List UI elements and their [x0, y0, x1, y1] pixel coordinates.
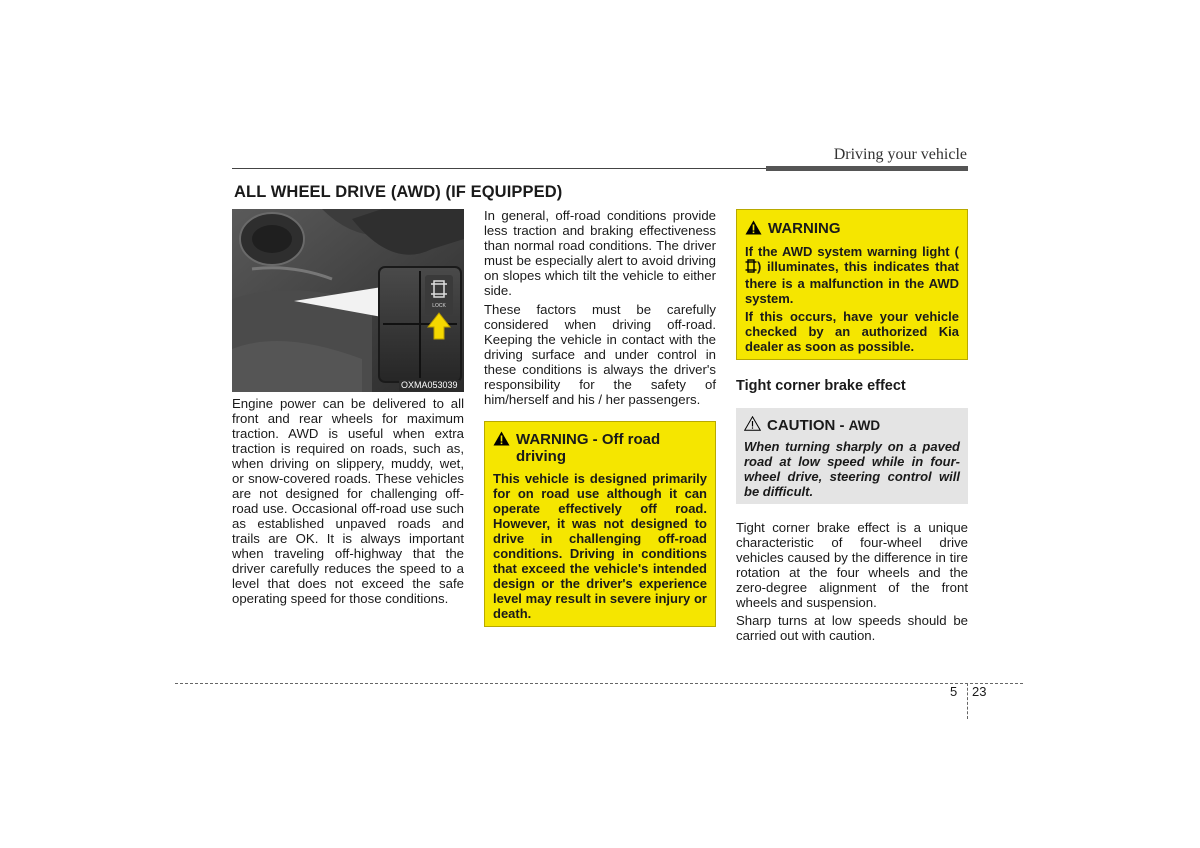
warning-awd-light-box — [736, 209, 968, 360]
subheading-tight-corner: Tight corner brake effect — [736, 378, 906, 394]
offroad-paragraph-2: These factors must be carefully considered when driving off-road. Keeping the vehicle in contact with the driving surface and under control in these conditions is always the driver's responsibility for the safety of him/herself and his / her passengers. — [484, 302, 716, 407]
warning-awd-title: WARNING — [768, 220, 841, 237]
warning-awd-body-2: If this occurs, have your vehicle checked by an authorized Kia dealer as soon as possible. — [745, 309, 959, 354]
figure-code: OXMA053039 — [401, 380, 458, 390]
offroad-paragraph-1: In general, off-road conditions provide less traction and braking effectiveness than normal road conditions. The driver must be especially alert to avoid driving on slopes which tilt the vehicle to either side. — [484, 208, 716, 298]
caution-title-suffix: AWD — [848, 418, 881, 433]
warning-awd-body-1-pre: If the AWD system warning light ( — [745, 244, 959, 259]
warning-offroad-title: WARNING - Off road driving — [516, 431, 661, 465]
tight-corner-paragraph-1: Tight corner brake effect is a unique characteristic of four-wheel drive vehicles caused by the difference in tire rotation at the four wheels and the zero-degree alignment of the front wheels and suspension. — [736, 520, 968, 610]
warning-offroad-box — [484, 421, 716, 627]
page-number: 23 — [972, 684, 987, 699]
footer-rule — [175, 683, 1023, 684]
chapter-number: 5 — [950, 684, 958, 699]
warning-awd-body-1 — [745, 244, 959, 306]
header-rule-accent — [766, 166, 968, 171]
header-rule — [232, 168, 766, 169]
awd-warning-light-icon — [745, 259, 757, 276]
awd-lock-switch-photo — [232, 209, 464, 392]
tight-corner-paragraph-2: Sharp turns at low speeds should be carried out with caution. — [736, 613, 968, 643]
caution-triangle-icon — [744, 416, 761, 435]
awd-intro-paragraph: Engine power can be delivered to all front and rear wheels for maximum traction. AWD is useful when extra traction is required on roads, such as, when driving on slippery, muddy, wet, or snow-covered roads. These vehicles are not designed for challenging off-road use. Occasional off-road use such as established unpaved roads and trails are OK. It is always important when traveling off-highway that the driver carefully reduces the speed to a level that does not exceed the safe operating speed for those conditions. — [232, 396, 464, 606]
warning-triangle-icon — [745, 220, 762, 239]
warning-offroad-body: This vehicle is designed primarily for on road use although it can operate effectively off road. However, it was not designed to drive in challenging off-road conditions. Driving in conditions that exceed the vehicle's intended design or the driver's experience level may result in severe injury or death. — [493, 471, 707, 621]
caution-title: CAUTION - — [767, 417, 845, 434]
caution-body: When turning sharply on a paved road at low speed while in four-wheel drive, steering control will be difficult. — [744, 439, 960, 499]
caution-awd-box — [736, 408, 968, 504]
warning-triangle-icon — [493, 431, 510, 465]
footer-divider — [967, 683, 968, 719]
section-title: ALL WHEEL DRIVE (AWD) (IF EQUIPPED) — [234, 183, 563, 201]
svg-text:LOCK: LOCK — [432, 303, 446, 309]
warning-awd-body-1-post: ) illuminates, this indicates that there is a malfunction in the AWD system. — [745, 259, 959, 306]
running-header: Driving your vehicle — [833, 146, 967, 163]
